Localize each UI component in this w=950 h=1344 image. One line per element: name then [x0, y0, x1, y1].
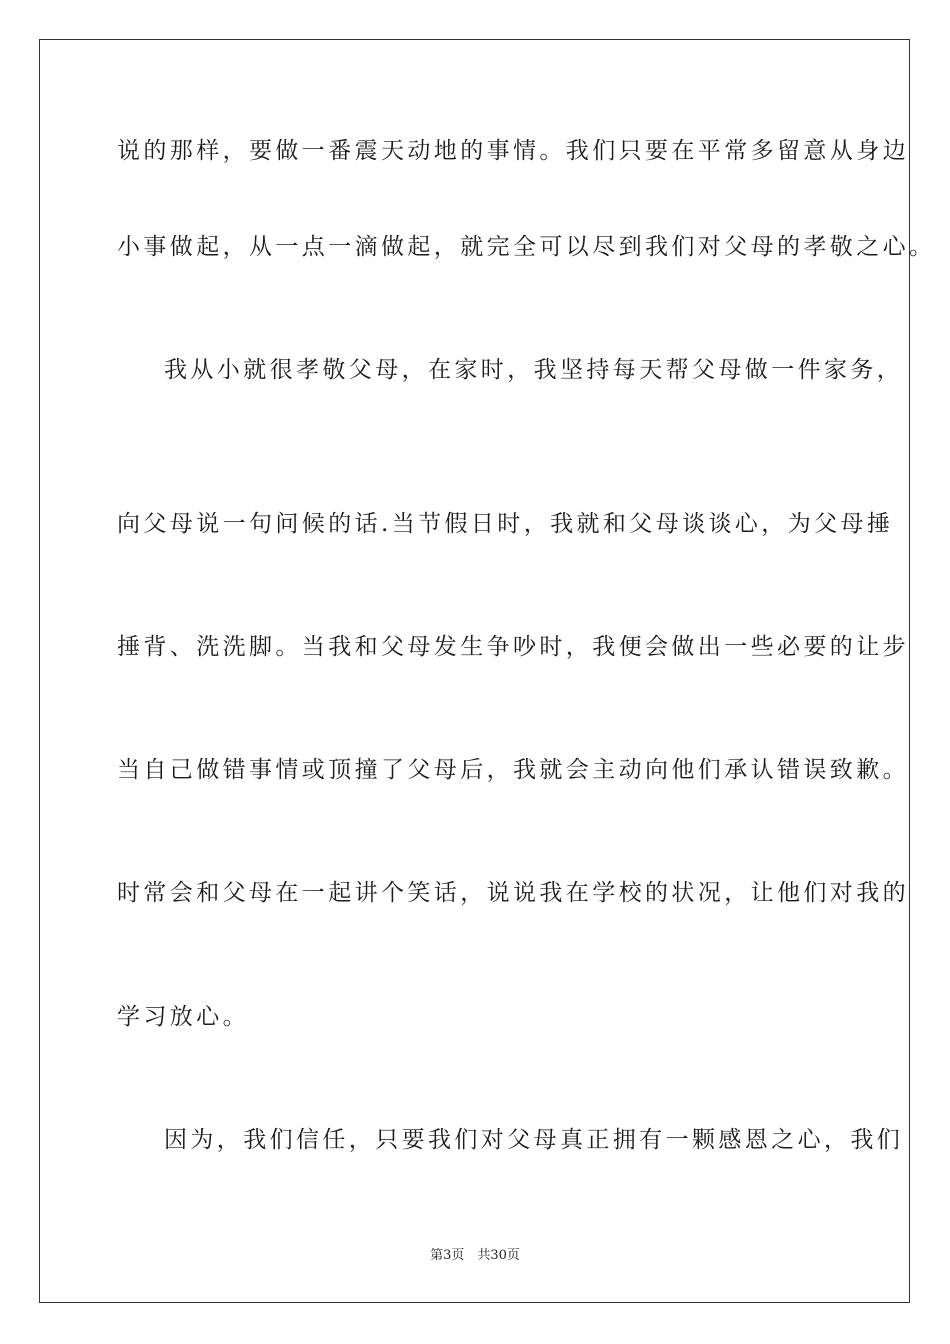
- page-frame: [39, 39, 936, 1303]
- text-line-3: 我从小就很孝敬父母，在家时，我坚持每天帮父母做一件家务，: [164, 357, 904, 383]
- page-number-footer: 第3页 共30页: [430, 1248, 520, 1263]
- text-line-7: 时常会和父母在一起讲个笑话，说说我在学校的状况，让他们对我的: [117, 880, 909, 906]
- text-line-9: 因为，我们信任，只要我们对父母真正拥有一颗感恩之心，我们: [164, 1127, 904, 1153]
- text-line-4: 向父母说一句问候的话.当节假日时，我就和父母谈谈心，为父母捶: [117, 511, 894, 537]
- text-line-6: 当自己做错事情或顶撞了父母后，我就会主动向他们承认错误致歉。: [117, 757, 909, 783]
- text-line-8: 学习放心。: [117, 1004, 249, 1030]
- text-line-1: 说的那样，要做一番震天动地的事情。我们只要在平常多留意从身边: [117, 138, 909, 164]
- text-line-5: 捶背、洗洗脚。当我和父母发生争吵时，我便会做出一些必要的让步: [117, 634, 909, 660]
- text-line-2: 小事做起，从一点一滴做起，就完全可以尽到我们对父母的孝敬之心。: [117, 234, 936, 260]
